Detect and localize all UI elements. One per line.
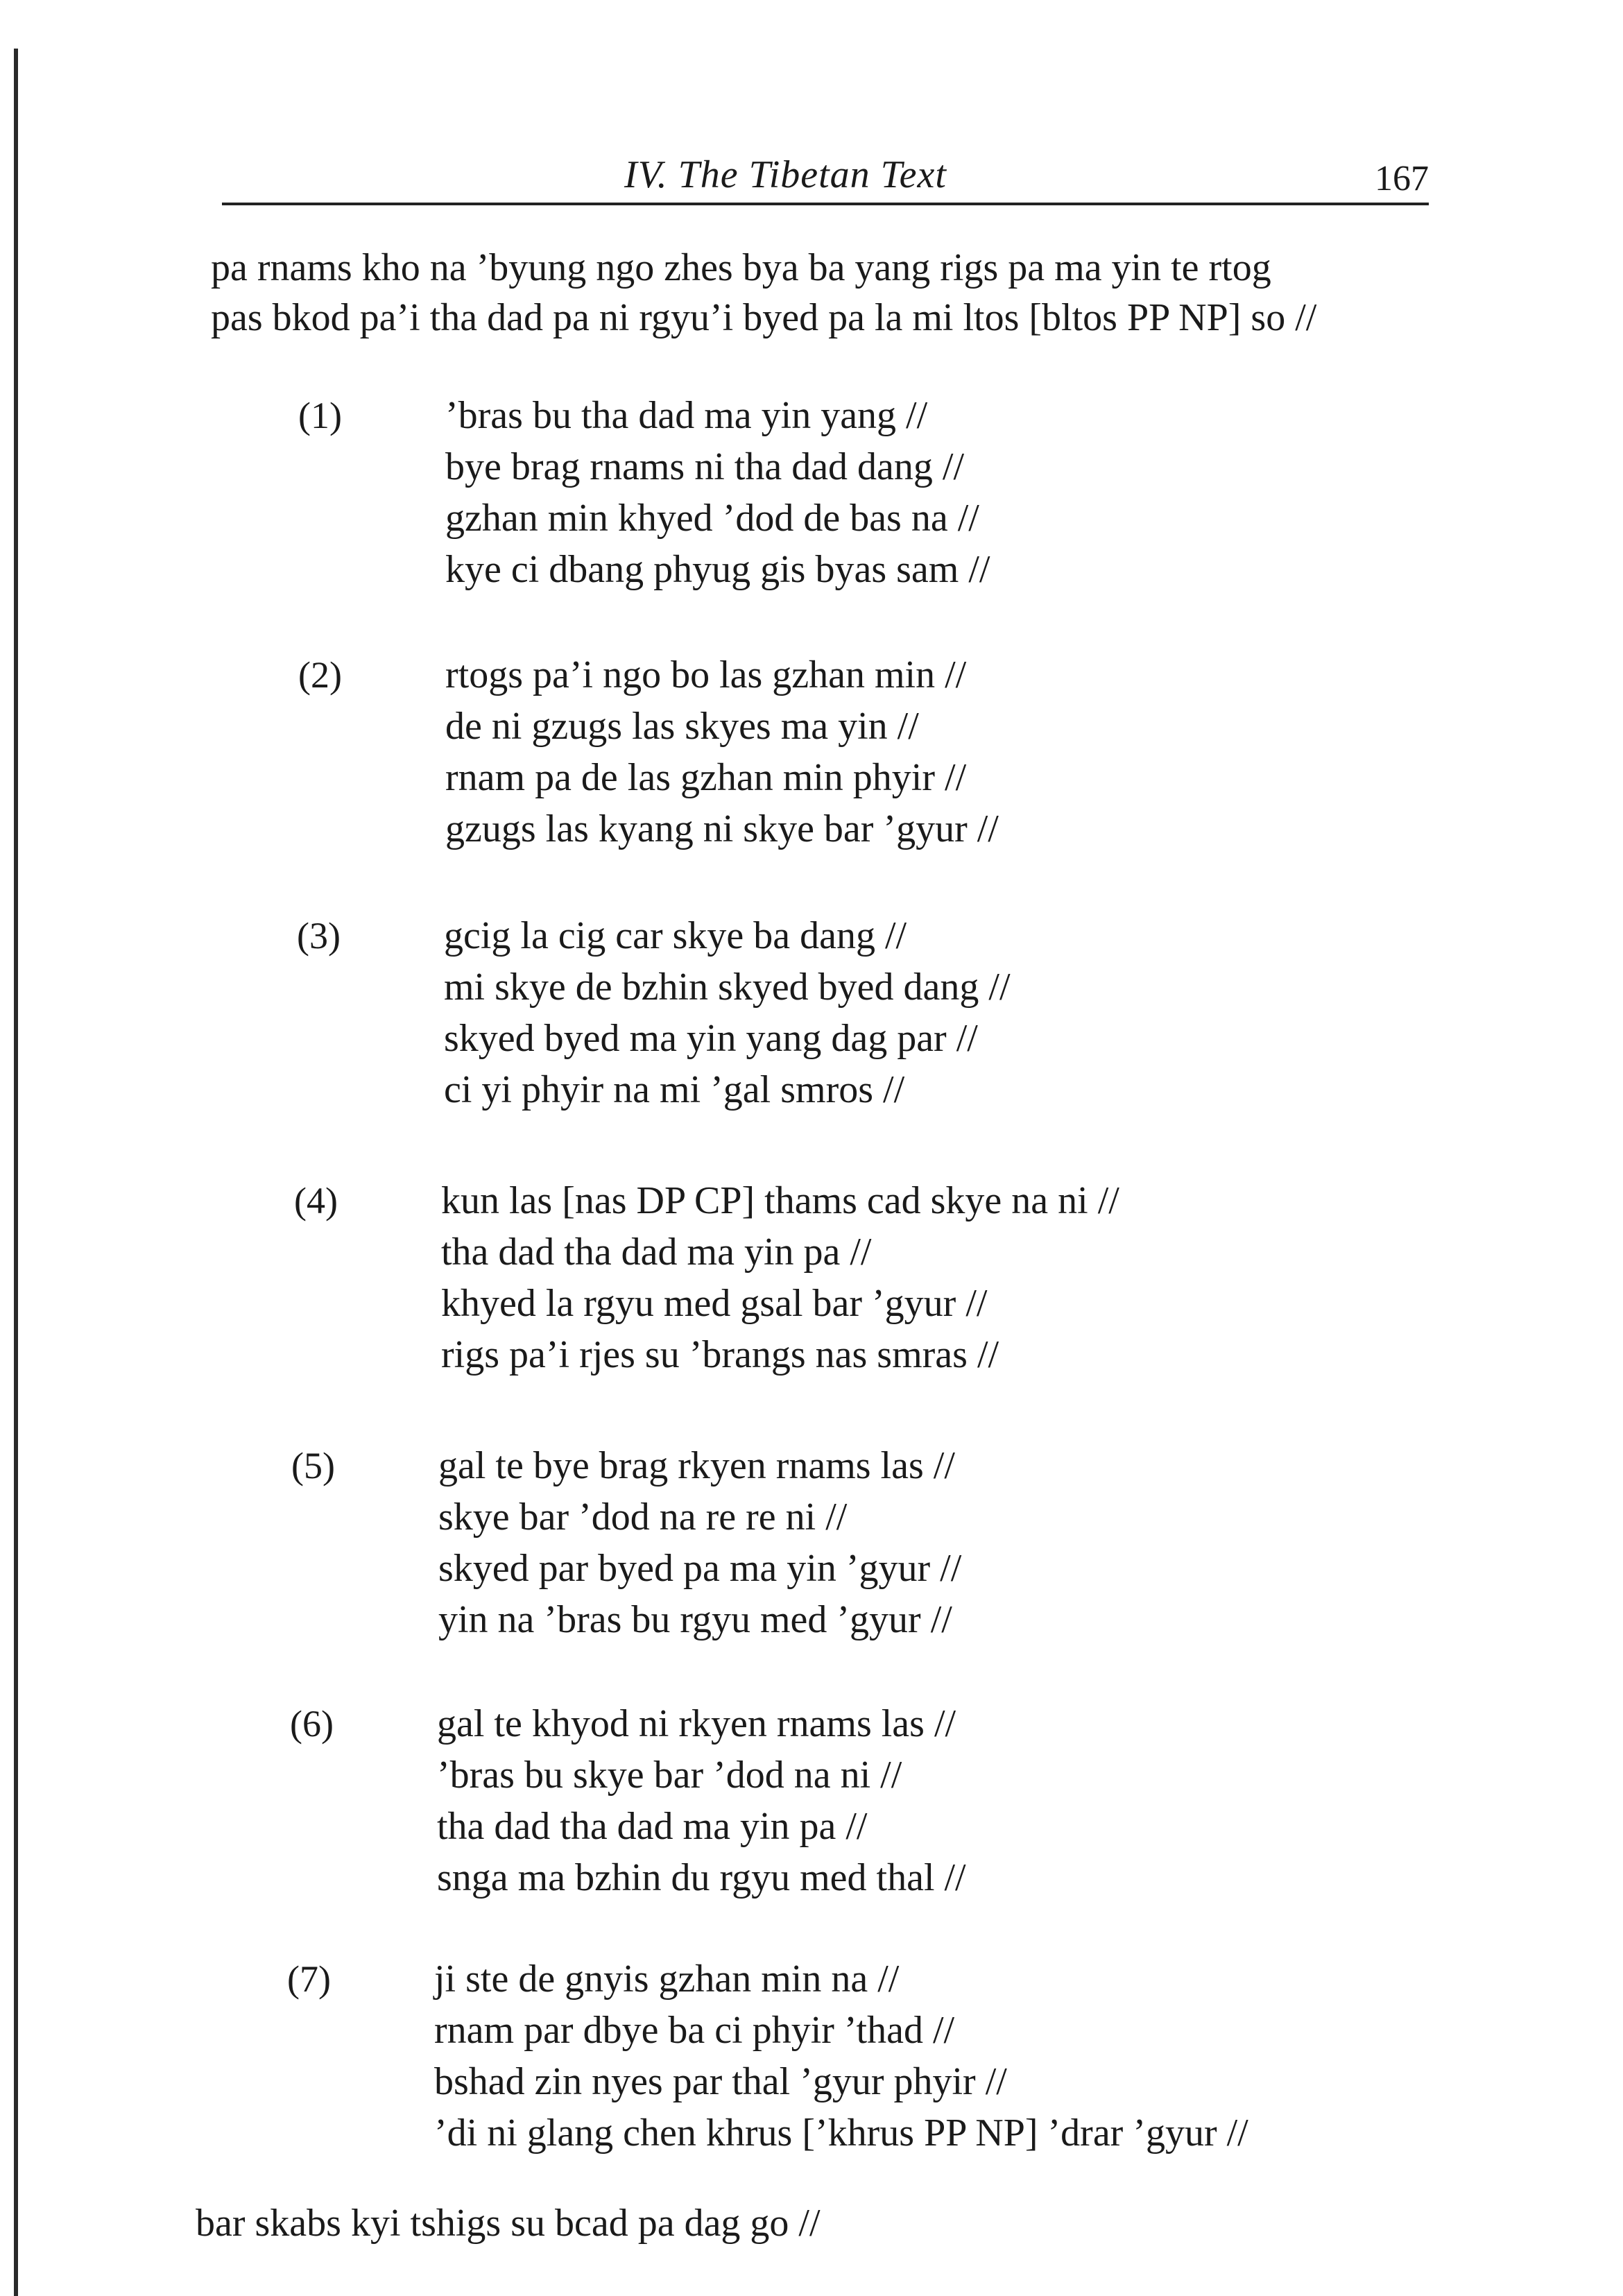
verse-number: (6) [290,1703,334,1745]
verse-number: (3) [297,915,341,957]
verse-line: ’bras bu tha dad ma yin yang // [445,394,928,437]
verse-number: (2) [298,654,342,696]
verse-number: (5) [291,1445,335,1487]
verse-line: kun las [nas DP CP] thams cad skye na ni // [441,1179,1119,1222]
intro-paragraph [211,243,1439,343]
verse-line: tha dad tha dad ma yin pa // [441,1231,872,1274]
verse-line: ’bras bu skye bar ’dod na ni // [437,1754,902,1797]
closing-line: bar skabs kyi tshigs su bcad pa dag go // [196,2202,821,2245]
verse-line: skyed par byed pa ma yin ’gyur // [438,1547,962,1590]
verse-line: gal te khyod ni rkyen rnams las // [437,1702,956,1745]
verse-line: kye ci dbang phyug gis byas sam // [445,548,990,591]
verse-lines [438,1440,961,1645]
verse-line: tha dad tha dad ma yin pa // [437,1805,868,1848]
verse-line: gzugs las kyang ni skye bar ’gyur // [445,807,999,850]
scan-edge-line [14,49,18,2296]
verse-line: rnam par dbye ba ci phyir ’thad // [434,2009,955,2052]
verse-line: ’di ni glang chen khrus [’khrus PP NP] ’drar ’gyur // [434,2111,1248,2154]
header-rule [222,203,1429,205]
verse-lines [434,1953,1248,2159]
verse-line: snga ma bzhin du rgyu med thal // [437,1856,966,1899]
verse-number: (7) [287,1958,331,2000]
verse-lines [445,649,999,855]
verse-number: (4) [294,1180,338,1222]
verse-line: bshad zin nyes par thal ’gyur phyir // [434,2060,1007,2103]
verse-lines [444,910,1011,1115]
intro-line: pas bkod pa’i tha dad pa ni rgyu’i byed pa la mi ltos [bltos PP NP] so // [211,296,1317,339]
verse-lines [445,390,990,595]
verse-line: rnam pa de las gzhan min phyir // [445,756,967,799]
verse-line: rtogs pa’i ngo bo las gzhan min // [445,653,967,696]
verse-line: bye brag rnams ni tha dad dang // [445,445,965,488]
verse-line: gcig la cig car skye ba dang // [444,914,907,957]
verse-line: mi skye de bzhin skyed byed dang // [444,966,1011,1009]
verse-line: rigs pa’i rjes su ’brangs nas smras // [441,1333,999,1376]
verse-line: khyed la rgyu med gsal bar ’gyur // [441,1282,988,1325]
page-number: 167 [1375,159,1429,198]
verse-line: ci yi phyir na mi ’gal smros // [444,1068,905,1111]
verse-line: gal te bye brag rkyen rnams las // [438,1444,955,1487]
verse-line: skyed byed ma yin yang dag par // [444,1017,978,1060]
verse-lines [437,1698,966,1903]
page-header [222,146,1429,201]
running-title: IV. The Tibetan Text [624,153,947,196]
verse-number: (1) [298,395,342,436]
verse-line: skye bar ’dod na re re ni // [438,1496,848,1539]
verse-line: ji ste de gnyis gzhan min na // [434,1957,900,2001]
verse-line: de ni gzugs las skyes ma yin // [445,705,919,748]
verse-lines [441,1175,1119,1380]
verse-line: gzhan min khyed ’dod de bas na // [445,497,979,540]
intro-line: pa rnams kho na ’byung ngo zhes bya ba yang rigs pa ma yin te rtog [211,246,1271,289]
verse-line: yin na ’bras bu rgyu med ’gyur // [438,1598,952,1641]
